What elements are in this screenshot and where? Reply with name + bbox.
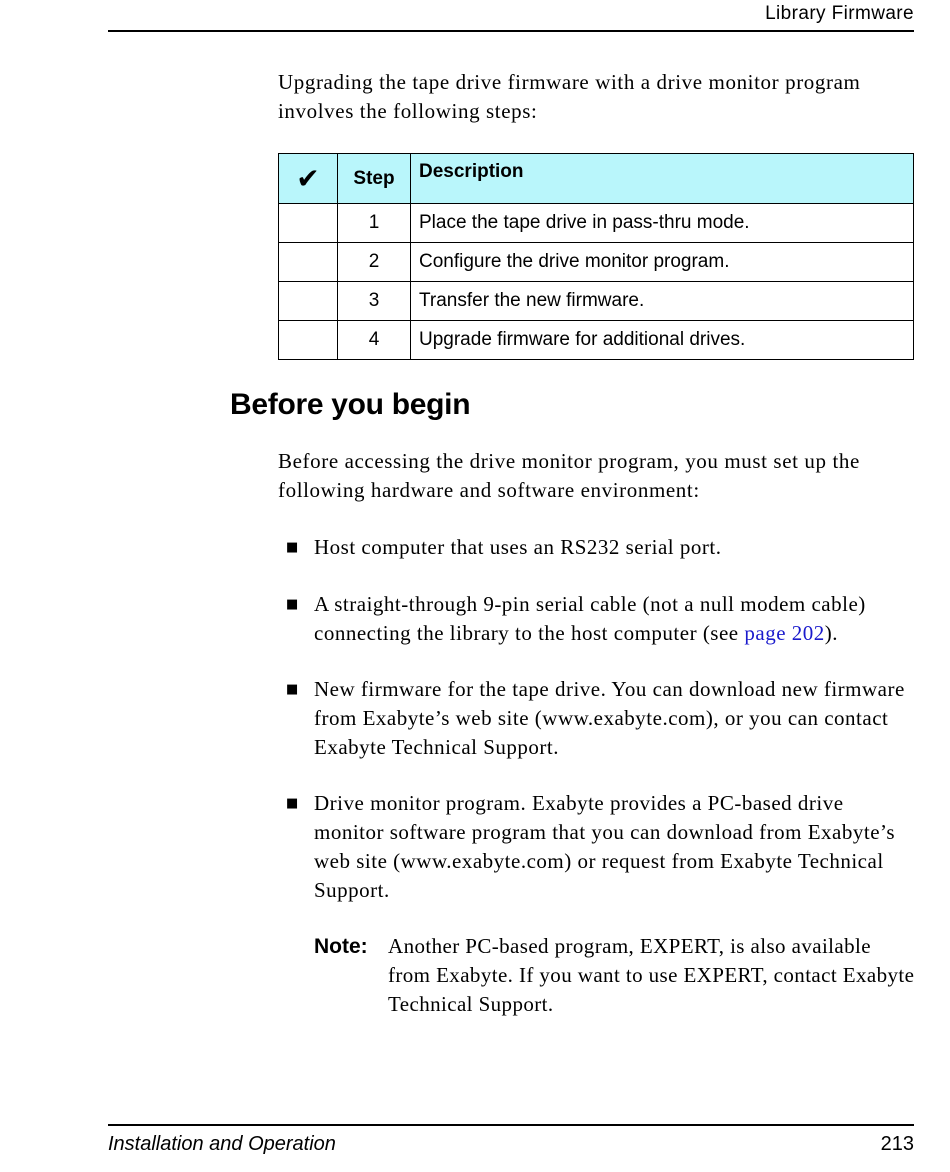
list-item <box>278 590 918 648</box>
header-rule <box>108 30 914 32</box>
note-label: Note: <box>314 935 368 958</box>
step-description: Place the tape drive in pass-thru mode. <box>411 204 914 243</box>
step-number: 2 <box>338 243 411 282</box>
steps-table <box>278 153 914 360</box>
step-number: 3 <box>338 282 411 321</box>
checkbox-cell[interactable] <box>279 243 338 282</box>
bullet-marker-icon: ■ <box>286 796 299 811</box>
page-number: 213 <box>880 1133 914 1155</box>
list-item-text-before-link: A straight-through 9-pin serial cable (not a null modem cable) connecting the library to the host computer (see <box>314 592 866 645</box>
bullet-marker-icon: ■ <box>286 682 299 697</box>
checkbox-cell[interactable] <box>279 282 338 321</box>
checkmark-column-header <box>279 154 338 204</box>
running-header <box>0 0 914 30</box>
list-item <box>278 675 918 762</box>
list-item-text: Drive monitor program. Exabyte provides a PC-based drive monitor software program that you can download from Exabyte’s web site (www.exabyte.com) or request from Exabyte Technical Support. <box>314 791 896 902</box>
list-item-text: Host computer that uses an RS232 serial port. <box>314 535 722 559</box>
note-text: Another PC-based program, EXPERT, is also available from Exabyte. If you want to use EXPERT, contact Exabyte Technical Support. <box>388 934 915 1016</box>
list-item <box>278 789 918 905</box>
step-description: Upgrade firmware for additional drives. <box>411 321 914 360</box>
list-item-text: New firmware for the tape drive. You can download new firmware from Exabyte’s web site (www.exabyte.com), or you can contact Exabyte Technical Support. <box>314 677 905 759</box>
table-row <box>279 282 914 321</box>
footer-rule <box>108 1124 914 1126</box>
note <box>314 932 918 1019</box>
step-column-header: Step <box>338 154 411 204</box>
checkbox-cell[interactable] <box>279 321 338 360</box>
table-header-row <box>279 154 914 204</box>
checkmark-icon: ✔ <box>296 162 320 195</box>
step-description: Transfer the new firmware. <box>411 282 914 321</box>
section-intro-paragraph: Before accessing the drive monitor program, you must set up the following hardware and software environment: <box>278 449 860 502</box>
list-item-text-after-link: ). <box>824 621 839 645</box>
section-heading: Before you begin <box>230 388 471 421</box>
page-202-link[interactable]: page 202 <box>744 621 825 645</box>
table-row <box>279 243 914 282</box>
intro-paragraph: Upgrading the tape drive firmware with a drive monitor program involves the following steps: <box>278 70 861 123</box>
checkbox-cell[interactable] <box>279 204 338 243</box>
description-column-header: Description <box>411 154 914 204</box>
table-row <box>279 321 914 360</box>
footer-document-title: Installation and Operation <box>108 1133 336 1155</box>
bullet-marker-icon: ■ <box>286 597 299 612</box>
running-header-title: Library Firmware <box>765 3 914 24</box>
step-description: Configure the drive monitor program. <box>411 243 914 282</box>
bullet-marker-icon: ■ <box>286 540 299 555</box>
step-number: 1 <box>338 204 411 243</box>
list-item-text <box>314 590 918 648</box>
table-row <box>279 204 914 243</box>
step-number: 4 <box>338 321 411 360</box>
list-item <box>278 533 918 562</box>
